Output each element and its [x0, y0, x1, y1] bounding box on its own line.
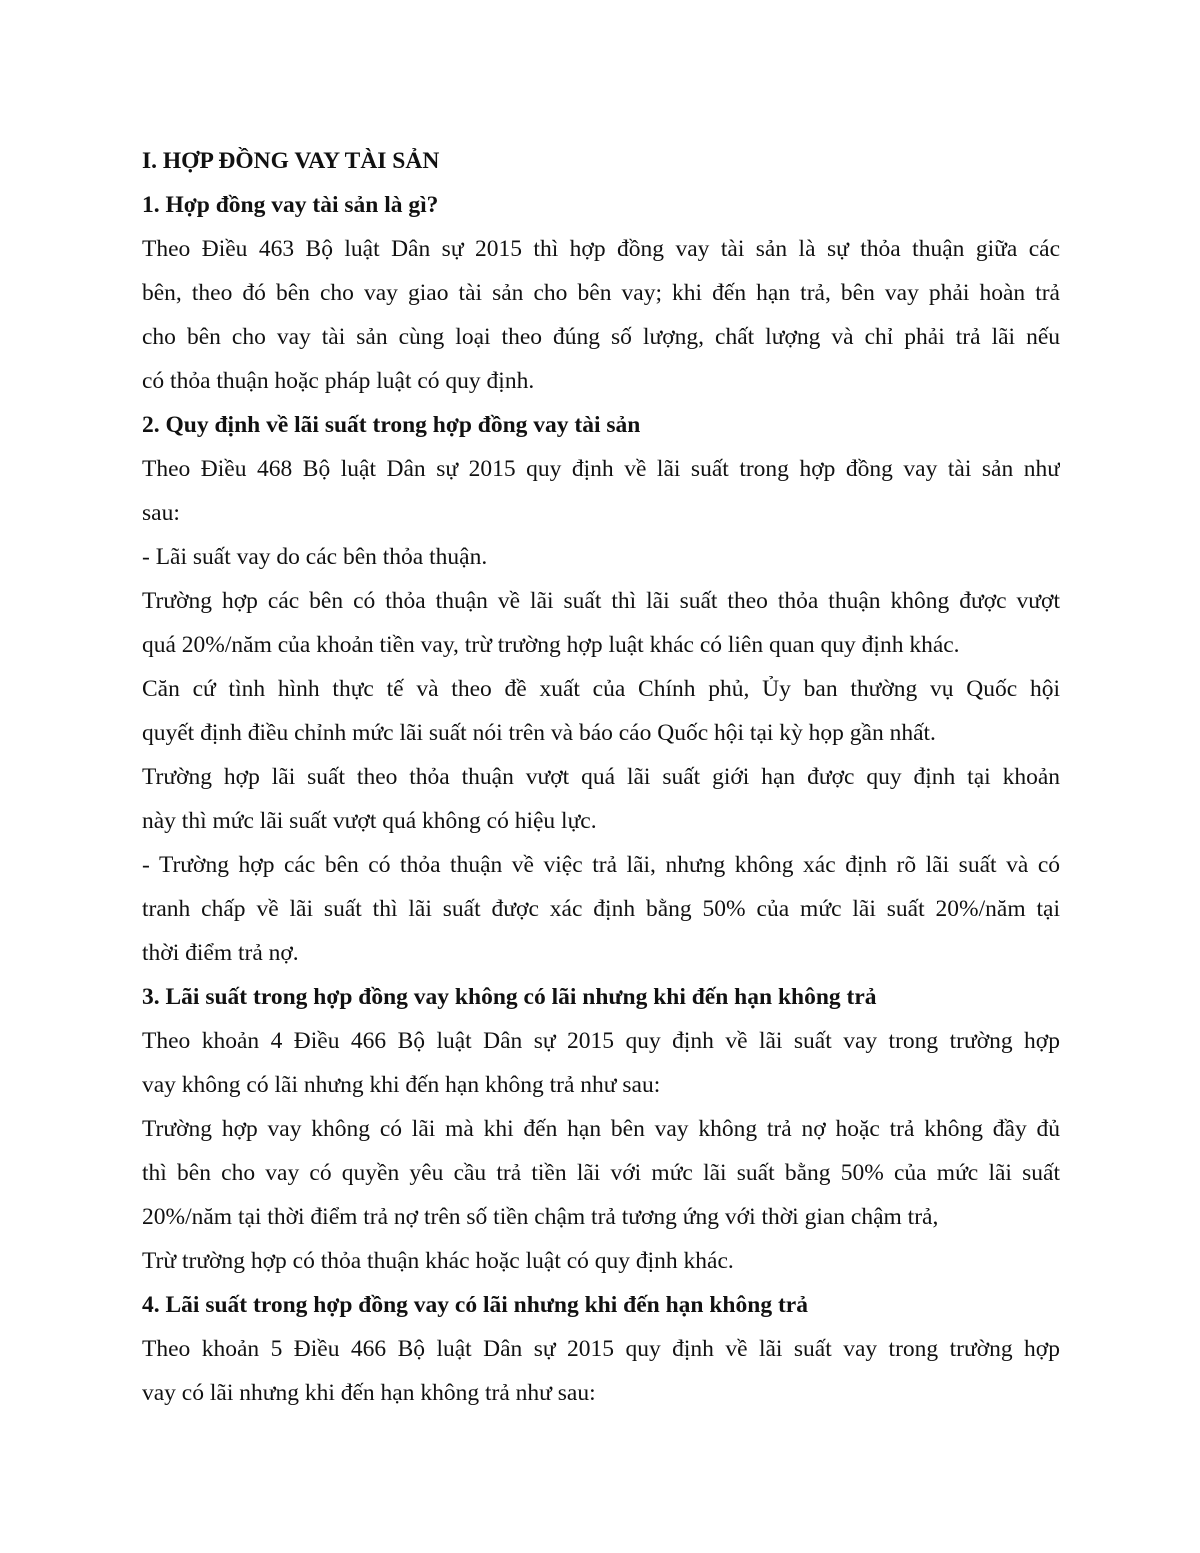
section-1-paragraph-line: bên, theo đó bên cho vay giao tài sản cho bên vay; khi đến hạn trả, bên vay phải hoàn trả [142, 280, 1060, 306]
section-3-paragraph-line: thì bên cho vay có quyền yêu cầu trả tiền lãi với mức lãi suất bằng 50% của mức lãi suất [142, 1160, 1060, 1186]
section-1-paragraph-line: cho bên cho vay tài sản cùng loại theo đúng số lượng, chất lượng và chỉ phải trả lãi nếu [142, 324, 1060, 350]
section-4-paragraph-line: Theo khoản 5 Điều 466 Bộ luật Dân sự 2015 quy định về lãi suất vay trong trường hợp [142, 1336, 1060, 1362]
section-2-paragraph-line: quá 20%/năm của khoản tiền vay, trừ trường hợp luật khác có liên quan quy định khác. [142, 632, 960, 658]
section-2-paragraph-line: - Trường hợp các bên có thỏa thuận về việc trả lãi, nhưng không xác định rõ lãi suất và có [142, 852, 1060, 878]
section-3-paragraph-line: Trường hợp vay không có lãi mà khi đến hạn bên vay không trả nợ hoặc trả không đầy đủ [142, 1116, 1060, 1142]
section-2-heading: 2. Quy định về lãi suất trong hợp đồng vay tài sản [142, 412, 641, 438]
section-2-paragraph-line: Căn cứ tình hình thực tế và theo đề xuất của Chính phủ, Ủy ban thường vụ Quốc hội [142, 676, 1060, 702]
document-page [142, 139, 1060, 1415]
section-2-paragraph-line: này thì mức lãi suất vượt quá không có hiệu lực. [142, 808, 597, 834]
section-2-paragraph-line: Theo Điều 468 Bộ luật Dân sự 2015 quy định về lãi suất trong hợp đồng vay tài sản như [142, 456, 1060, 482]
section-3-paragraph-line: Theo khoản 4 Điều 466 Bộ luật Dân sự 2015 quy định về lãi suất vay trong trường hợp [142, 1028, 1060, 1054]
section-2-paragraph-line: Trường hợp lãi suất theo thỏa thuận vượt quá lãi suất giới hạn được quy định tại khoản [142, 764, 1060, 790]
document-title: I. HỢP ĐỒNG VAY TÀI SẢN [142, 148, 440, 174]
section-3-heading: 3. Lãi suất trong hợp đồng vay không có lãi nhưng khi đến hạn không trả [142, 984, 877, 1010]
section-2-paragraph-line: sau: [142, 500, 180, 526]
section-4-heading: 4. Lãi suất trong hợp đồng vay có lãi nhưng khi đến hạn không trả [142, 1292, 808, 1318]
section-2-paragraph-line: tranh chấp về lãi suất thì lãi suất được xác định bằng 50% của mức lãi suất 20%/năm tại [142, 896, 1060, 922]
section-3-paragraph-line: vay không có lãi nhưng khi đến hạn không trả như sau: [142, 1072, 661, 1098]
section-1-heading: 1. Hợp đồng vay tài sản là gì? [142, 192, 439, 218]
section-3-paragraph-line: Trừ trường hợp có thỏa thuận khác hoặc luật có quy định khác. [142, 1248, 734, 1274]
section-1-paragraph-line: có thỏa thuận hoặc pháp luật có quy định. [142, 368, 535, 394]
section-1-paragraph-line: Theo Điều 463 Bộ luật Dân sự 2015 thì hợp đồng vay tài sản là sự thỏa thuận giữa các [142, 236, 1060, 262]
section-2-paragraph-line: thời điểm trả nợ. [142, 940, 299, 966]
section-2-paragraph-line: quyết định điều chỉnh mức lãi suất nói trên và báo cáo Quốc hội tại kỳ họp gần nhất. [142, 720, 936, 746]
section-4-paragraph-line: vay có lãi nhưng khi đến hạn không trả như sau: [142, 1380, 596, 1406]
section-2-paragraph-line: - Lãi suất vay do các bên thỏa thuận. [142, 544, 488, 570]
section-3-paragraph-line: 20%/năm tại thời điểm trả nợ trên số tiền chậm trả tương ứng với thời gian chậm trả, [142, 1204, 939, 1230]
section-2-paragraph-line: Trường hợp các bên có thỏa thuận về lãi suất thì lãi suất theo thỏa thuận không được vượt [142, 588, 1060, 614]
